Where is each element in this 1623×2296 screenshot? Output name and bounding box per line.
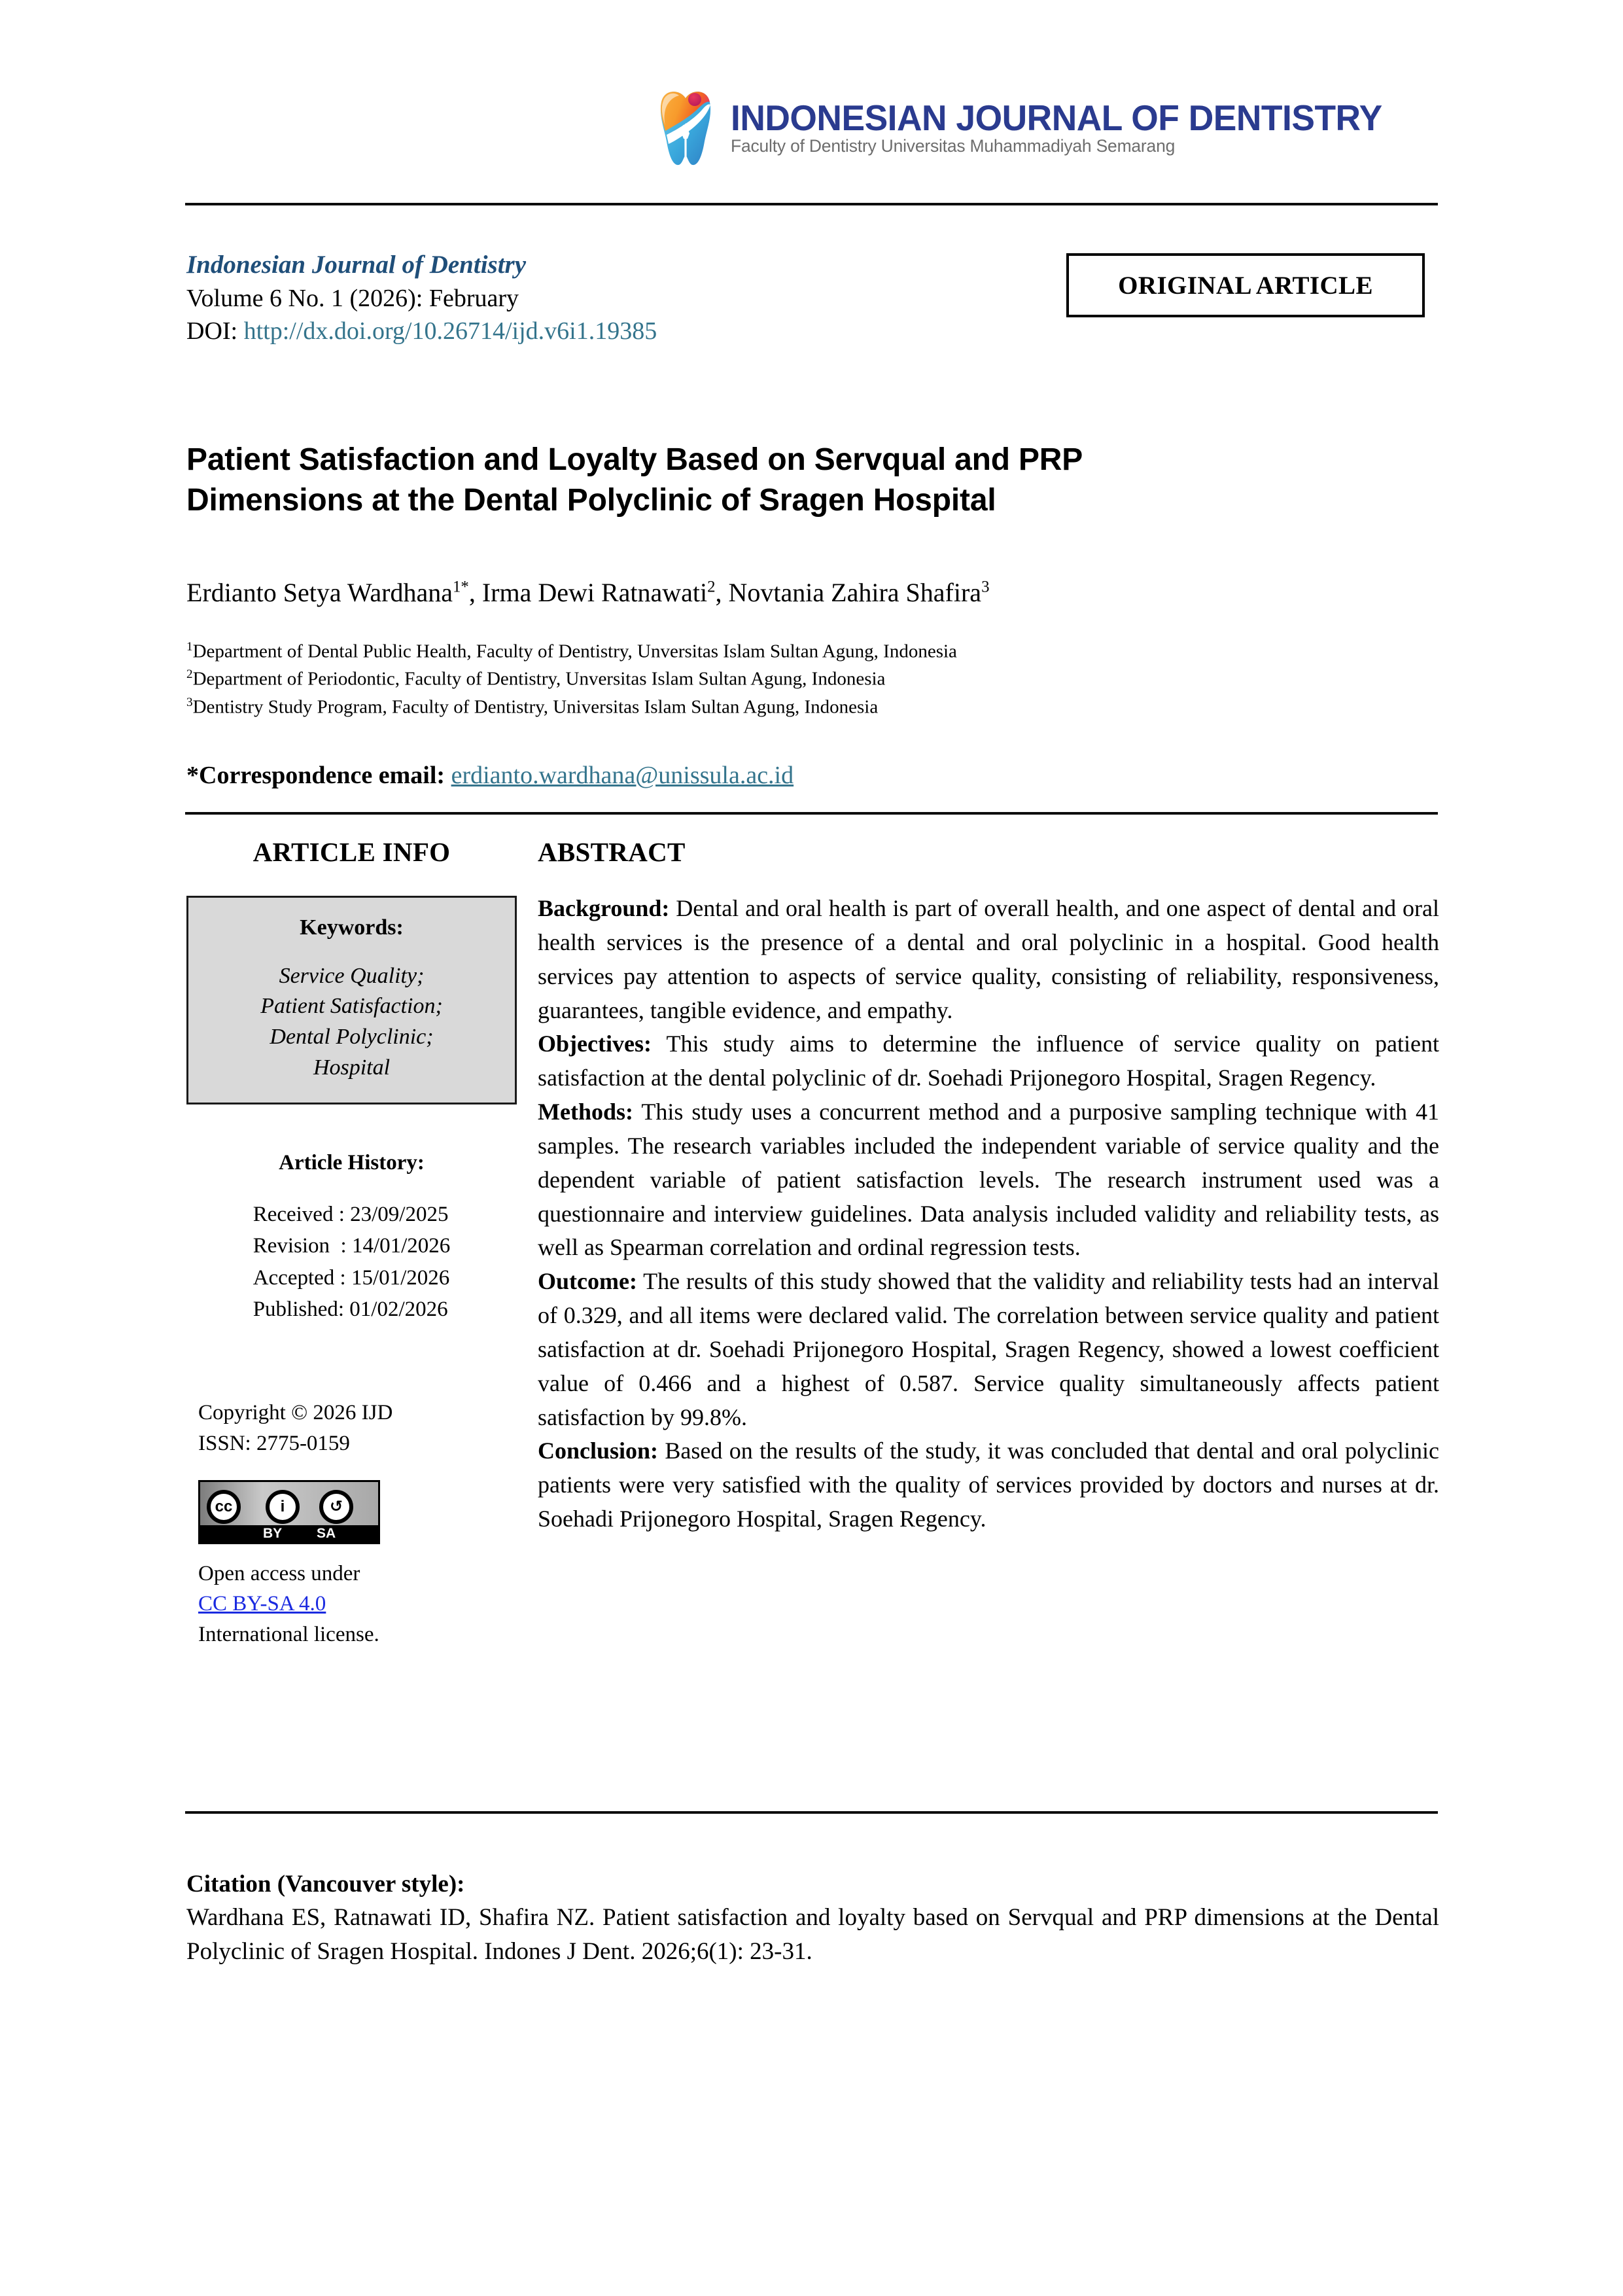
copyright-line: Copyright © 2026 IJD [198, 1400, 393, 1424]
affiliation-sup: 3 [186, 695, 193, 709]
title-line-2: Dimensions at the Dental Polyclinic of Sragen Hospital [186, 483, 996, 518]
creative-commons-by-sa-icon [198, 1480, 380, 1544]
journal-volume: Volume 6 No. 1 (2026): February [186, 284, 519, 312]
affiliation-sup: 1 [186, 640, 193, 654]
history-sep: : [338, 1298, 350, 1322]
license-link[interactable]: CC BY-SA 4.0 [198, 1592, 326, 1616]
journal-doi-line [186, 315, 1011, 348]
abstract-section-label: Objectives: [538, 1031, 652, 1057]
correspondence-email-link[interactable]: erdianto.wardhana@unissula.ac.id [451, 762, 794, 789]
author-name-2: Irma Dewi Ratnawati$^2$ [481, 578, 716, 607]
history-value: 01/02/2026 [349, 1298, 448, 1322]
article-type-label: ORIGINAL ARTICLE [1118, 271, 1373, 300]
abstract-section [538, 1434, 1439, 1536]
article-history-title: Article History: [279, 1151, 425, 1175]
abstract-section-label: Conclusion: [538, 1438, 659, 1464]
keyword-item: Dental Polyclinic; [270, 1025, 434, 1050]
history-sep: : [340, 1234, 352, 1258]
correspondence-label: *Correspondence email: [186, 762, 445, 789]
rule-mid [185, 812, 1438, 815]
abstract-section [538, 892, 1439, 1027]
history-value: 14/01/2026 [351, 1234, 451, 1258]
journal-name: Indonesian Journal of Dentistry [186, 251, 527, 279]
affiliation-sup: 2 [186, 667, 193, 682]
abstract-section [538, 1027, 1439, 1095]
title-line-1: Patient Satisfaction and Loyalty Based on Servqual and PRP [186, 442, 1083, 477]
affiliation-list [186, 638, 1439, 721]
abstract-section-label: Background: [538, 895, 670, 922]
page-title [186, 440, 1439, 521]
author-sup-2: 2 [707, 578, 716, 596]
rule-top [185, 203, 1438, 205]
abstract-column [538, 838, 1439, 1536]
keyword-item: Hospital [313, 1055, 391, 1080]
cc-sa-circle-icon: ↺ [319, 1490, 353, 1524]
affiliation-item [186, 665, 1439, 693]
abstract-section-label: Outcome: [538, 1268, 637, 1295]
keywords-title: Keywords: [300, 915, 404, 940]
history-row [253, 1199, 451, 1231]
affiliation-text: Department of Dental Public Health, Faculty of Dentistry, Unversitas Islam Sultan Agung, Indonesia [192, 641, 957, 662]
citation-title: Citation (Vancouver style): [186, 1871, 465, 1898]
copyright-block [186, 1398, 517, 1650]
abstract-section [538, 1095, 1439, 1265]
license-link-line [198, 1589, 517, 1619]
author-list [186, 576, 1439, 610]
history-label: Received [253, 1202, 339, 1226]
author-name-3: Novtania Zahira Shafira$^3$ [728, 578, 990, 607]
doi-label: DOI: [186, 317, 244, 345]
author-sup-3: 3 [981, 578, 990, 596]
citation-block [186, 1868, 1439, 1969]
article-type-badge [1066, 253, 1425, 317]
abstract-section-text: Based on the results of the study, it was concluded that dental and oral polyclinic patients were very satisfied with the quality of services provided by doctors and nurses at dr. Soehadi Prijonegoro Hospital, Sragen Regency. [538, 1438, 1439, 1532]
cc-by-circle-icon: i [266, 1490, 300, 1524]
abstract-section-text: The results of this study showed that the validity and reliability tests had an interval of 0.329, and all items were declared valid. The correlation between service quality and patient satisfaction at dr. Soehadi Prijonegoro Hospital, Sragen Regency, showed a lowest coefficient value of 0.466 and a highest of 0.587. Service quality simultaneously affects patient satisfaction by 99.8%. [538, 1268, 1439, 1430]
author-sep-1: , [468, 578, 482, 607]
license-line-1: Open access under [198, 1561, 360, 1585]
history-label: Revision [253, 1234, 341, 1258]
cc-badge-bottom-bar [200, 1525, 378, 1542]
abstract-heading: ABSTRACT [538, 837, 686, 867]
article-info-column [186, 838, 517, 1650]
affiliation-item [186, 638, 1439, 665]
affiliation-text: Department of Periodontic, Faculty of Dentistry, Unversitas Islam Sultan Agung, Indonesia [192, 669, 886, 690]
issn-line: ISSN: 2775-0159 [198, 1431, 350, 1455]
abstract-section-text: Dental and oral health is part of overall health, and one aspect of dental and oral health services is the presence of a dental and oral polyclinic in a hospital. Good health services pay attention to aspects of service quality, consisting of reliability, responsiveness, guarantees, tangible evidence, and empathy. [538, 895, 1439, 1023]
history-row [253, 1262, 451, 1294]
journal-info-block [186, 249, 1011, 348]
history-row [253, 1294, 451, 1326]
keyword-item: Service Quality; [279, 963, 425, 988]
affiliation-item [186, 694, 1439, 721]
cc-by-caption: BY [263, 1525, 283, 1541]
keyword-item: Patient Satisfaction; [260, 994, 443, 1019]
article-history [186, 1150, 517, 1326]
doi-link[interactable]: http://dx.doi.org/10.26714/ijd.v6i1.19385 [243, 317, 657, 345]
correspondence-line [186, 761, 794, 790]
keywords-box [186, 896, 517, 1104]
license-line-3: International license. [198, 1623, 379, 1647]
author-name-1: Erdianto Setya Wardhana$^{1*}$ [186, 578, 469, 607]
abstract-section [538, 1265, 1439, 1434]
history-sep: : [340, 1265, 351, 1290]
cc-sa-caption: SA [317, 1525, 336, 1541]
abstract-section-text: This study uses a concurrent method and a purposive sampling technique with 41 samples. The research variables included the independent variable of service quality and the dependent variable of patient satisfaction levels. The research instrument used was a questionnaire and interview guidelines. Data analysis included validity and reliability tests, as well as Spearman correlation and ordinal regression tests. [538, 1099, 1439, 1261]
author-sep-2: , [715, 578, 729, 607]
keywords-list [200, 961, 503, 1083]
history-sep: : [338, 1202, 351, 1226]
masthead-title: INDONESIAN JOURNAL OF DENTISTRY [731, 97, 1382, 138]
affiliation-text: Dentistry Study Program, Faculty of Dentistry, Universitas Islam Sultan Agung, Indonesia [192, 696, 879, 718]
history-value: 23/09/2025 [350, 1202, 449, 1226]
history-label: Published [253, 1298, 338, 1322]
tooth-pen-logo-icon [657, 88, 714, 168]
abstract-body [538, 892, 1439, 1536]
journal-masthead [657, 85, 1449, 170]
abstract-section-text: This study aims to determine the influence of service quality on patient satisfaction at the dental polyclinic of dr. Soehadi Prijonegoro Hospital, Sragen Regency. [538, 1031, 1439, 1091]
citation-text: Wardhana ES, Ratnawati ID, Shafira NZ. Patient satisfaction and loyalty based on Servqual and PRP dimensions at the Dental Polyclinic of Sragen Hospital. Indones J Dent. 2026;6(1): 23-31. [186, 1903, 1439, 1966]
history-row [253, 1230, 451, 1262]
abstract-section-label: Methods: [538, 1099, 633, 1125]
history-value: 15/01/2026 [351, 1265, 450, 1290]
author-sup-1: 1* [453, 578, 469, 596]
cc-circle-icon: cc [207, 1490, 241, 1524]
history-label: Accepted [253, 1265, 340, 1290]
article-info-heading: ARTICLE INFO [253, 837, 451, 867]
masthead-subtitle: Faculty of Dentistry Universitas Muhammadiyah Semarang [731, 136, 1176, 156]
rule-bottom [185, 1811, 1438, 1814]
